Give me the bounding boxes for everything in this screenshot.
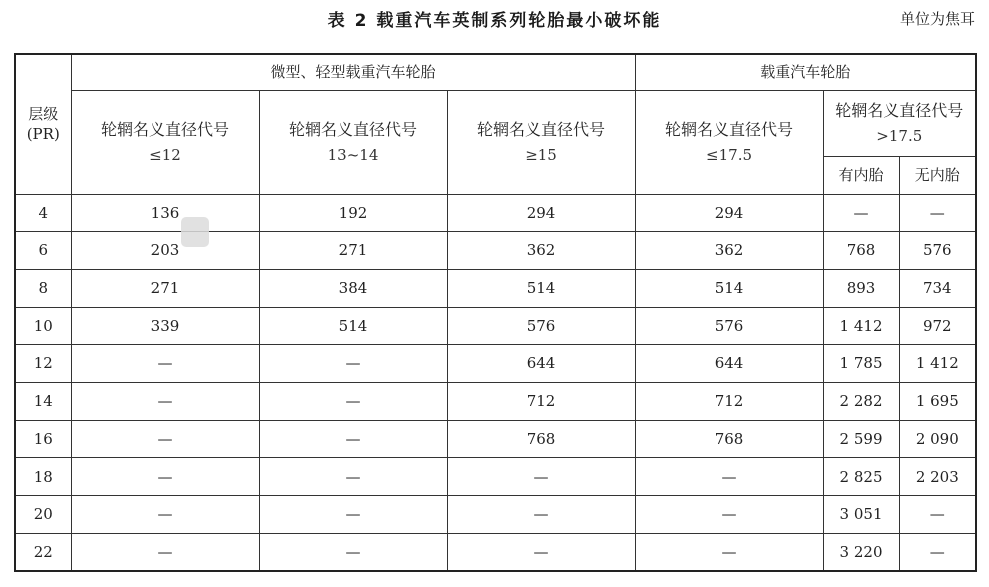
- drag-handle[interactable]: [181, 217, 209, 247]
- value-cell: —: [259, 533, 447, 571]
- table-row: [15, 382, 976, 420]
- value-cell: 576: [447, 307, 635, 345]
- value-cell: 712: [635, 382, 823, 420]
- value-cell: —: [71, 458, 259, 496]
- value-cell: 712: [447, 382, 635, 420]
- col-a-label: 轮辋名义直径代号: [100, 120, 229, 140]
- value-cell: 1 412: [899, 345, 976, 383]
- value-cell: —: [899, 194, 976, 232]
- ply-header: [15, 54, 71, 194]
- value-cell: 2 282: [823, 382, 899, 420]
- tubeless-header: 无内胎: [899, 156, 976, 194]
- value-cell: 2 090: [899, 420, 976, 458]
- value-cell: 893: [823, 269, 899, 307]
- col-e-header: [823, 90, 976, 156]
- group-truck: 载重汽车轮胎: [635, 54, 976, 90]
- ply-cell: 6: [15, 232, 71, 270]
- value-cell: 3 220: [823, 533, 899, 571]
- value-cell: 2 825: [823, 458, 899, 496]
- value-cell: 192: [259, 194, 447, 232]
- value-cell: 514: [259, 307, 447, 345]
- value-cell: 514: [635, 269, 823, 307]
- table-row: [15, 232, 976, 270]
- table-row: [15, 269, 976, 307]
- table-row: [15, 496, 976, 534]
- value-cell: —: [899, 533, 976, 571]
- value-cell: 1 412: [823, 307, 899, 345]
- ply-cell: 18: [15, 458, 71, 496]
- unit-note: 单位为焦耳: [899, 10, 975, 28]
- value-cell: —: [259, 458, 447, 496]
- table-row: [15, 458, 976, 496]
- table-row: [15, 533, 976, 571]
- value-cell: 1 785: [823, 345, 899, 383]
- value-cell: 734: [899, 269, 976, 307]
- col-c-label: 轮辋名义直径代号: [477, 120, 606, 140]
- col-e-range: >17.5: [876, 126, 923, 145]
- table-row: [15, 194, 976, 232]
- col-c-header: [447, 90, 635, 194]
- table-row: [15, 345, 976, 383]
- value-cell: —: [71, 420, 259, 458]
- ply-cell: 20: [15, 496, 71, 534]
- value-cell: —: [823, 194, 899, 232]
- value-cell: —: [635, 496, 823, 534]
- table-caption: [0, 0, 989, 34]
- value-cell: —: [447, 458, 635, 496]
- col-c-range: ≥15: [525, 145, 557, 164]
- col-b-label: 轮辋名义直径代号: [288, 120, 417, 140]
- value-cell: 576: [899, 232, 976, 270]
- ply-cell: 10: [15, 307, 71, 345]
- value-cell: 768: [823, 232, 899, 270]
- breaking-energy-table: [14, 53, 977, 572]
- value-cell: —: [71, 533, 259, 571]
- value-cell: —: [635, 458, 823, 496]
- value-cell: 271: [71, 269, 259, 307]
- value-cell: 576: [635, 307, 823, 345]
- value-cell: —: [635, 533, 823, 571]
- ply-cell: 12: [15, 345, 71, 383]
- value-cell: 768: [635, 420, 823, 458]
- value-cell: —: [71, 496, 259, 534]
- value-cell: 362: [447, 232, 635, 270]
- value-cell: 3 051: [823, 496, 899, 534]
- value-cell: —: [259, 382, 447, 420]
- table-row: [15, 420, 976, 458]
- col-d-range: ≤17.5: [706, 145, 753, 164]
- value-cell: —: [447, 533, 635, 571]
- table-title: 表 2 载重汽车英制系列轮胎最小破坏能: [327, 11, 662, 31]
- value-cell: 2 599: [823, 420, 899, 458]
- value-cell: 1 695: [899, 382, 976, 420]
- value-cell: 644: [447, 345, 635, 383]
- value-cell: —: [259, 496, 447, 534]
- value-cell: 294: [635, 194, 823, 232]
- value-cell: 294: [447, 194, 635, 232]
- value-cell: —: [899, 496, 976, 534]
- col-b-range: 13~14: [327, 145, 379, 164]
- value-cell: —: [447, 496, 635, 534]
- value-cell: —: [259, 420, 447, 458]
- value-cell: 203: [71, 232, 259, 270]
- col-a-header: [71, 90, 259, 194]
- value-cell: 362: [635, 232, 823, 270]
- value-cell: 644: [635, 345, 823, 383]
- ply-cell: 14: [15, 382, 71, 420]
- ply-cell: 4: [15, 194, 71, 232]
- ply-cell: 8: [15, 269, 71, 307]
- value-cell: —: [71, 382, 259, 420]
- col-d-header: [635, 90, 823, 194]
- value-cell: 768: [447, 420, 635, 458]
- value-cell: 2 203: [899, 458, 976, 496]
- value-cell: —: [259, 345, 447, 383]
- table-row: [15, 307, 976, 345]
- ply-label: 层级: [28, 105, 59, 123]
- value-cell: 136: [71, 194, 259, 232]
- value-cell: 384: [259, 269, 447, 307]
- table-body: [15, 194, 976, 571]
- value-cell: 514: [447, 269, 635, 307]
- col-d-label: 轮辋名义直径代号: [665, 120, 794, 140]
- value-cell: 339: [71, 307, 259, 345]
- tube-header: 有内胎: [823, 156, 899, 194]
- col-b-header: [259, 90, 447, 194]
- col-a-range: ≤12: [149, 145, 181, 164]
- group-light-truck: 微型、轻型载重汽车轮胎: [71, 54, 635, 90]
- ply-cell: 16: [15, 420, 71, 458]
- col-e-label: 轮辋名义直径代号: [835, 101, 964, 121]
- value-cell: 271: [259, 232, 447, 270]
- ply-unit: (PR): [26, 125, 60, 144]
- value-cell: —: [71, 345, 259, 383]
- value-cell: 972: [899, 307, 976, 345]
- ply-cell: 22: [15, 533, 71, 571]
